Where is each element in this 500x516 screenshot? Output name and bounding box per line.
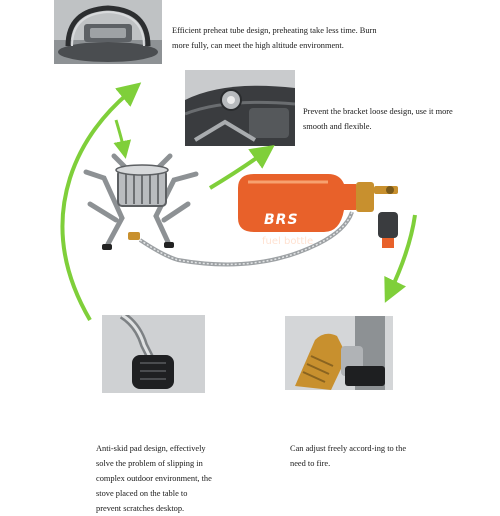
- anti-skid-pad-photo: [102, 315, 205, 393]
- preheat-tube-photo: [54, 0, 162, 64]
- bracket-caption: Prevent the bracket loose design, use it more smooth and flexible.: [303, 107, 453, 131]
- bottle-label: fuel bottle: [262, 236, 314, 247]
- stove-product-photo: [78, 148, 426, 298]
- preheat-tube-caption: Efficient preheat tube design, preheating take less time. Burn more fully, can meet the high altitude environment.: [172, 26, 377, 50]
- bracket-photo: [185, 70, 295, 146]
- fire-adjust-valve-photo: [285, 316, 393, 390]
- anti-skid-caption: Anti-skid pad design, effectively solve the problem of slipping in complex outdoor environment, the stove placed on the table to prevent scratches desktop.: [96, 444, 212, 513]
- adjust-fire-caption: Can adjust freely accord-ing to the need to fire.: [290, 444, 407, 468]
- bottle-brand: BRS: [264, 212, 299, 228]
